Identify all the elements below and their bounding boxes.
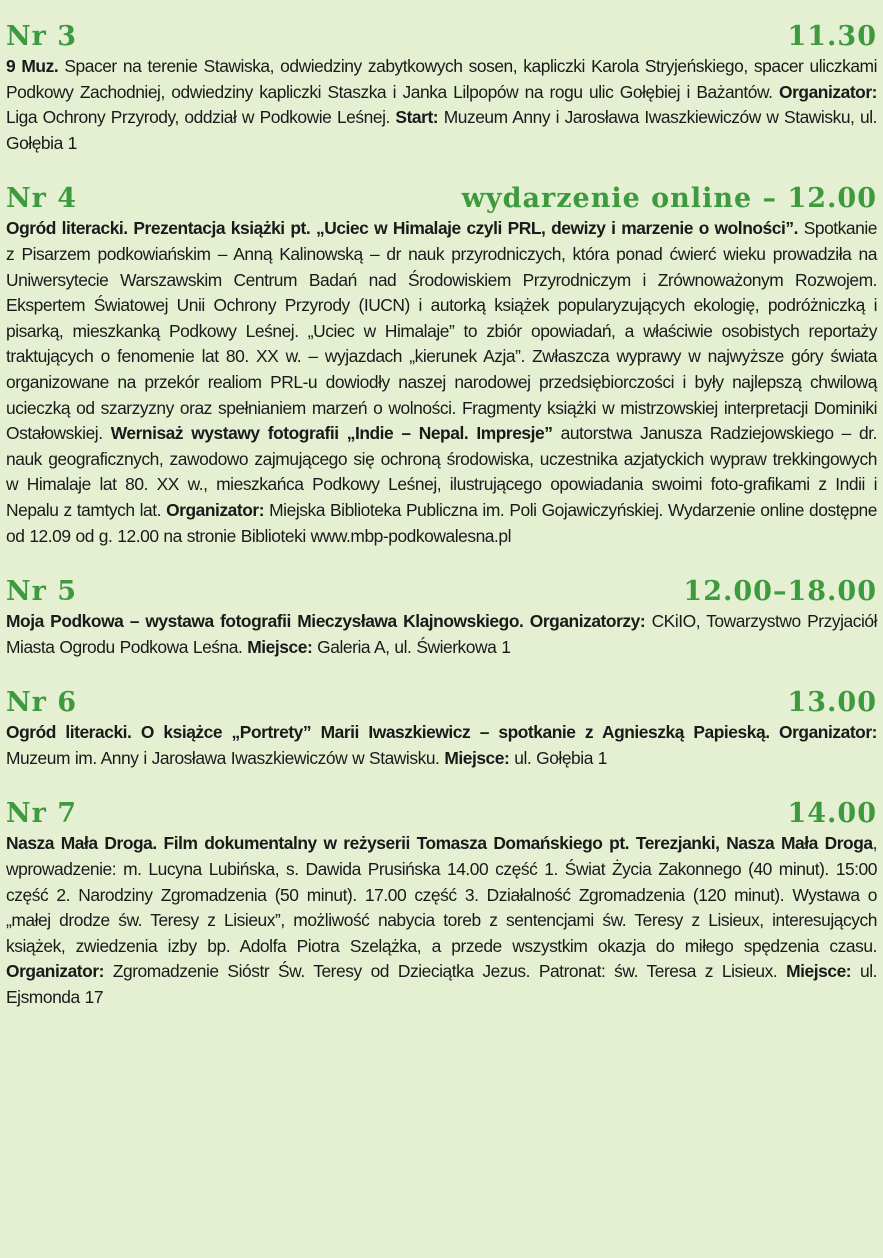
event-header xyxy=(6,797,877,831)
event-header xyxy=(6,20,877,54)
event-entry xyxy=(6,575,877,660)
event-title: Moja Podkowa – wystawa fotografii Mieczysława Klajnowskiego. Organizatorzy: xyxy=(6,611,646,632)
event-description xyxy=(6,54,877,156)
event-description xyxy=(6,720,877,771)
organizer-value: Liga Ochrony Przyrody, oddział w Podkowie Leśnej. xyxy=(6,107,396,128)
event-number: Nr 7 xyxy=(6,798,78,830)
place-label: Miejsce: xyxy=(444,747,510,768)
event-title: Nasza Mała Droga. Film dokumentalny w reżyserii Tomasza Domańskiego pt. Terezjanki, Nasza Mała Droga xyxy=(6,833,873,854)
event-entry xyxy=(6,20,877,156)
event-title: Ogród literacki. O książce „Portrety” Marii Iwaszkiewicz – spotkanie z Agnieszką Papieską. Organizator: xyxy=(6,722,877,743)
event-number: Nr 6 xyxy=(6,687,78,719)
organizer-value: Zgromadzenie Sióstr Św. Teresy od Dzieciątka Jezus. Patronat: św. Teresa z Lisieux. xyxy=(103,961,787,982)
organizer-label: Organizator: xyxy=(6,961,104,982)
event-time: 12.00–18.00 xyxy=(683,576,877,608)
event-text: , wprowadzenie: m. Lucyna Lubińska, s. Dawida Prusińska 14.00 część 1. Świat Życia Zakonnego (40 minut). 15:00 część 2. Narodziny Zgromadzenia (50 minut). 17.00 część 3. Działalność Zgromadzenia (120 minut). Wystawa o „małej drodze św. Teresy z Lisieux”, możliwość nabycia toreb z sentencjami św. Teresy z Lisieux, interesujących książek, zwiedzenia izby bp. Adolfa Piotra Szelążka, a przede wszystkim okazja do miłego spędzenia czasu. xyxy=(6,833,877,956)
start-value: Muzeum Anny i Jarosława Iwaszkiewiczów w Stawisku, ul. Gołębia 1 xyxy=(6,107,877,153)
event-number: Nr 4 xyxy=(6,183,78,215)
event-description xyxy=(6,609,877,660)
place-value: ul. Ejsmonda 17 xyxy=(6,961,877,1008)
event-text: Spacer na terenie Stawiska, odwiedziny zabytkowych sosen, kapliczki Karola Stryjeńskiego, spacer uliczkami Podkowy Zachodniej, odwiedziny kapliczki Staszka i Janka Lilpopów na rogu ulic Gołębiej i Bażantów. xyxy=(6,56,877,102)
place-value: ul. Gołębia 1 xyxy=(509,747,608,768)
event-header xyxy=(6,575,877,609)
event-number: Nr 5 xyxy=(6,576,78,608)
exhibition-title: Wernisaż wystawy fotografii „Indie – Nepal. Impresje” xyxy=(110,423,553,444)
event-entry xyxy=(6,797,877,1010)
event-entry xyxy=(6,686,877,771)
event-description xyxy=(6,216,877,549)
organizer-label: Organizator: xyxy=(166,499,265,520)
start-label: Start: xyxy=(395,107,439,128)
event-number: Nr 3 xyxy=(6,21,78,52)
event-time: 13.00 xyxy=(787,687,877,719)
place-value: Galeria A, ul. Świerkowa 1 xyxy=(312,636,511,657)
organizer-value: Muzeum im. Anny i Jarosława Iwaszkiewiczów w Stawisku. xyxy=(6,747,445,768)
event-entry xyxy=(6,182,877,549)
event-text: Spotkanie z Pisarzem podkowiańskim – Anną Kalinowską – dr nauk przyrodniczych, która ponad ćwierć wieku prowadziła na Uniwersytecie Warszawskim Centrum Badań nad Środowiskiem Przyrodniczym i Zrównoważonym Rozwojem. Ekspertem Światowej Unii Ochrony Przyrody (IUCN) i autorką książek popularyzujących ekologię, podróżniczką i pisarką, mieszkanką Podkowy Leśnej. „Uciec w Himalaje” to zbiór opowiadań, a właściwie osobistych reportaży traktujących o fenomenie lat 80. XX w. – wyjazdach „kierunek Azja”. Zwłaszcza wyprawy w najwyższe góry świata organizowane na przekór realiom PRL-u dowiodły naszej narodowej przedsiębiorczości i były najlepszą chwilową ucieczką od szarzyzny oraz spełnianiem marzeń o wolności. Fragmenty książki w mistrzowskiej interpretacji Dominiki Ostałowskiej. xyxy=(6,218,877,444)
event-title: Ogród literacki. Prezentacja książki pt. „Uciec w Himalaje czyli PRL, dewizy i marzenie o wolności”. xyxy=(6,218,798,239)
organizer-label: Organizator: xyxy=(779,81,877,102)
organizer-value: Miejska Biblioteka Publiczna im. Poli Gojawiczyńskiej. Wydarzenie online dostępne od 12.09 od g. 12.00 na stronie Biblioteki www.mbp-podkowalesna.pl xyxy=(6,499,877,546)
event-time: 14.00 xyxy=(787,798,877,830)
event-text-bold: 9 Muz. xyxy=(6,56,59,76)
event-description xyxy=(6,831,877,1010)
place-label: Miejsce: xyxy=(247,636,313,657)
place-label: Miejsce: xyxy=(786,961,852,982)
organizer-value: CKiIO, Towarzystwo Przyjaciół Miasta Ogrodu Podkowa Leśna. xyxy=(6,611,877,657)
event-header xyxy=(6,686,877,720)
event-text: autorstwa Janusza Radziejowskiego – dr. nauk geograficznych, zawodowo zajmującego się ochroną środowiska, uczestnika azjatyckich wypraw trekkingowych w Himalaje lat 80. XX w., mieszkańca Podkowy Leśnej, ilustrującego opowiadania swoimi foto-grafikami z Indii i Nepalu z tamtych lat. xyxy=(6,423,877,520)
event-time: 11.30 xyxy=(787,21,877,52)
event-time: wydarzenie online – 12.00 xyxy=(461,183,877,215)
event-header xyxy=(6,182,877,216)
